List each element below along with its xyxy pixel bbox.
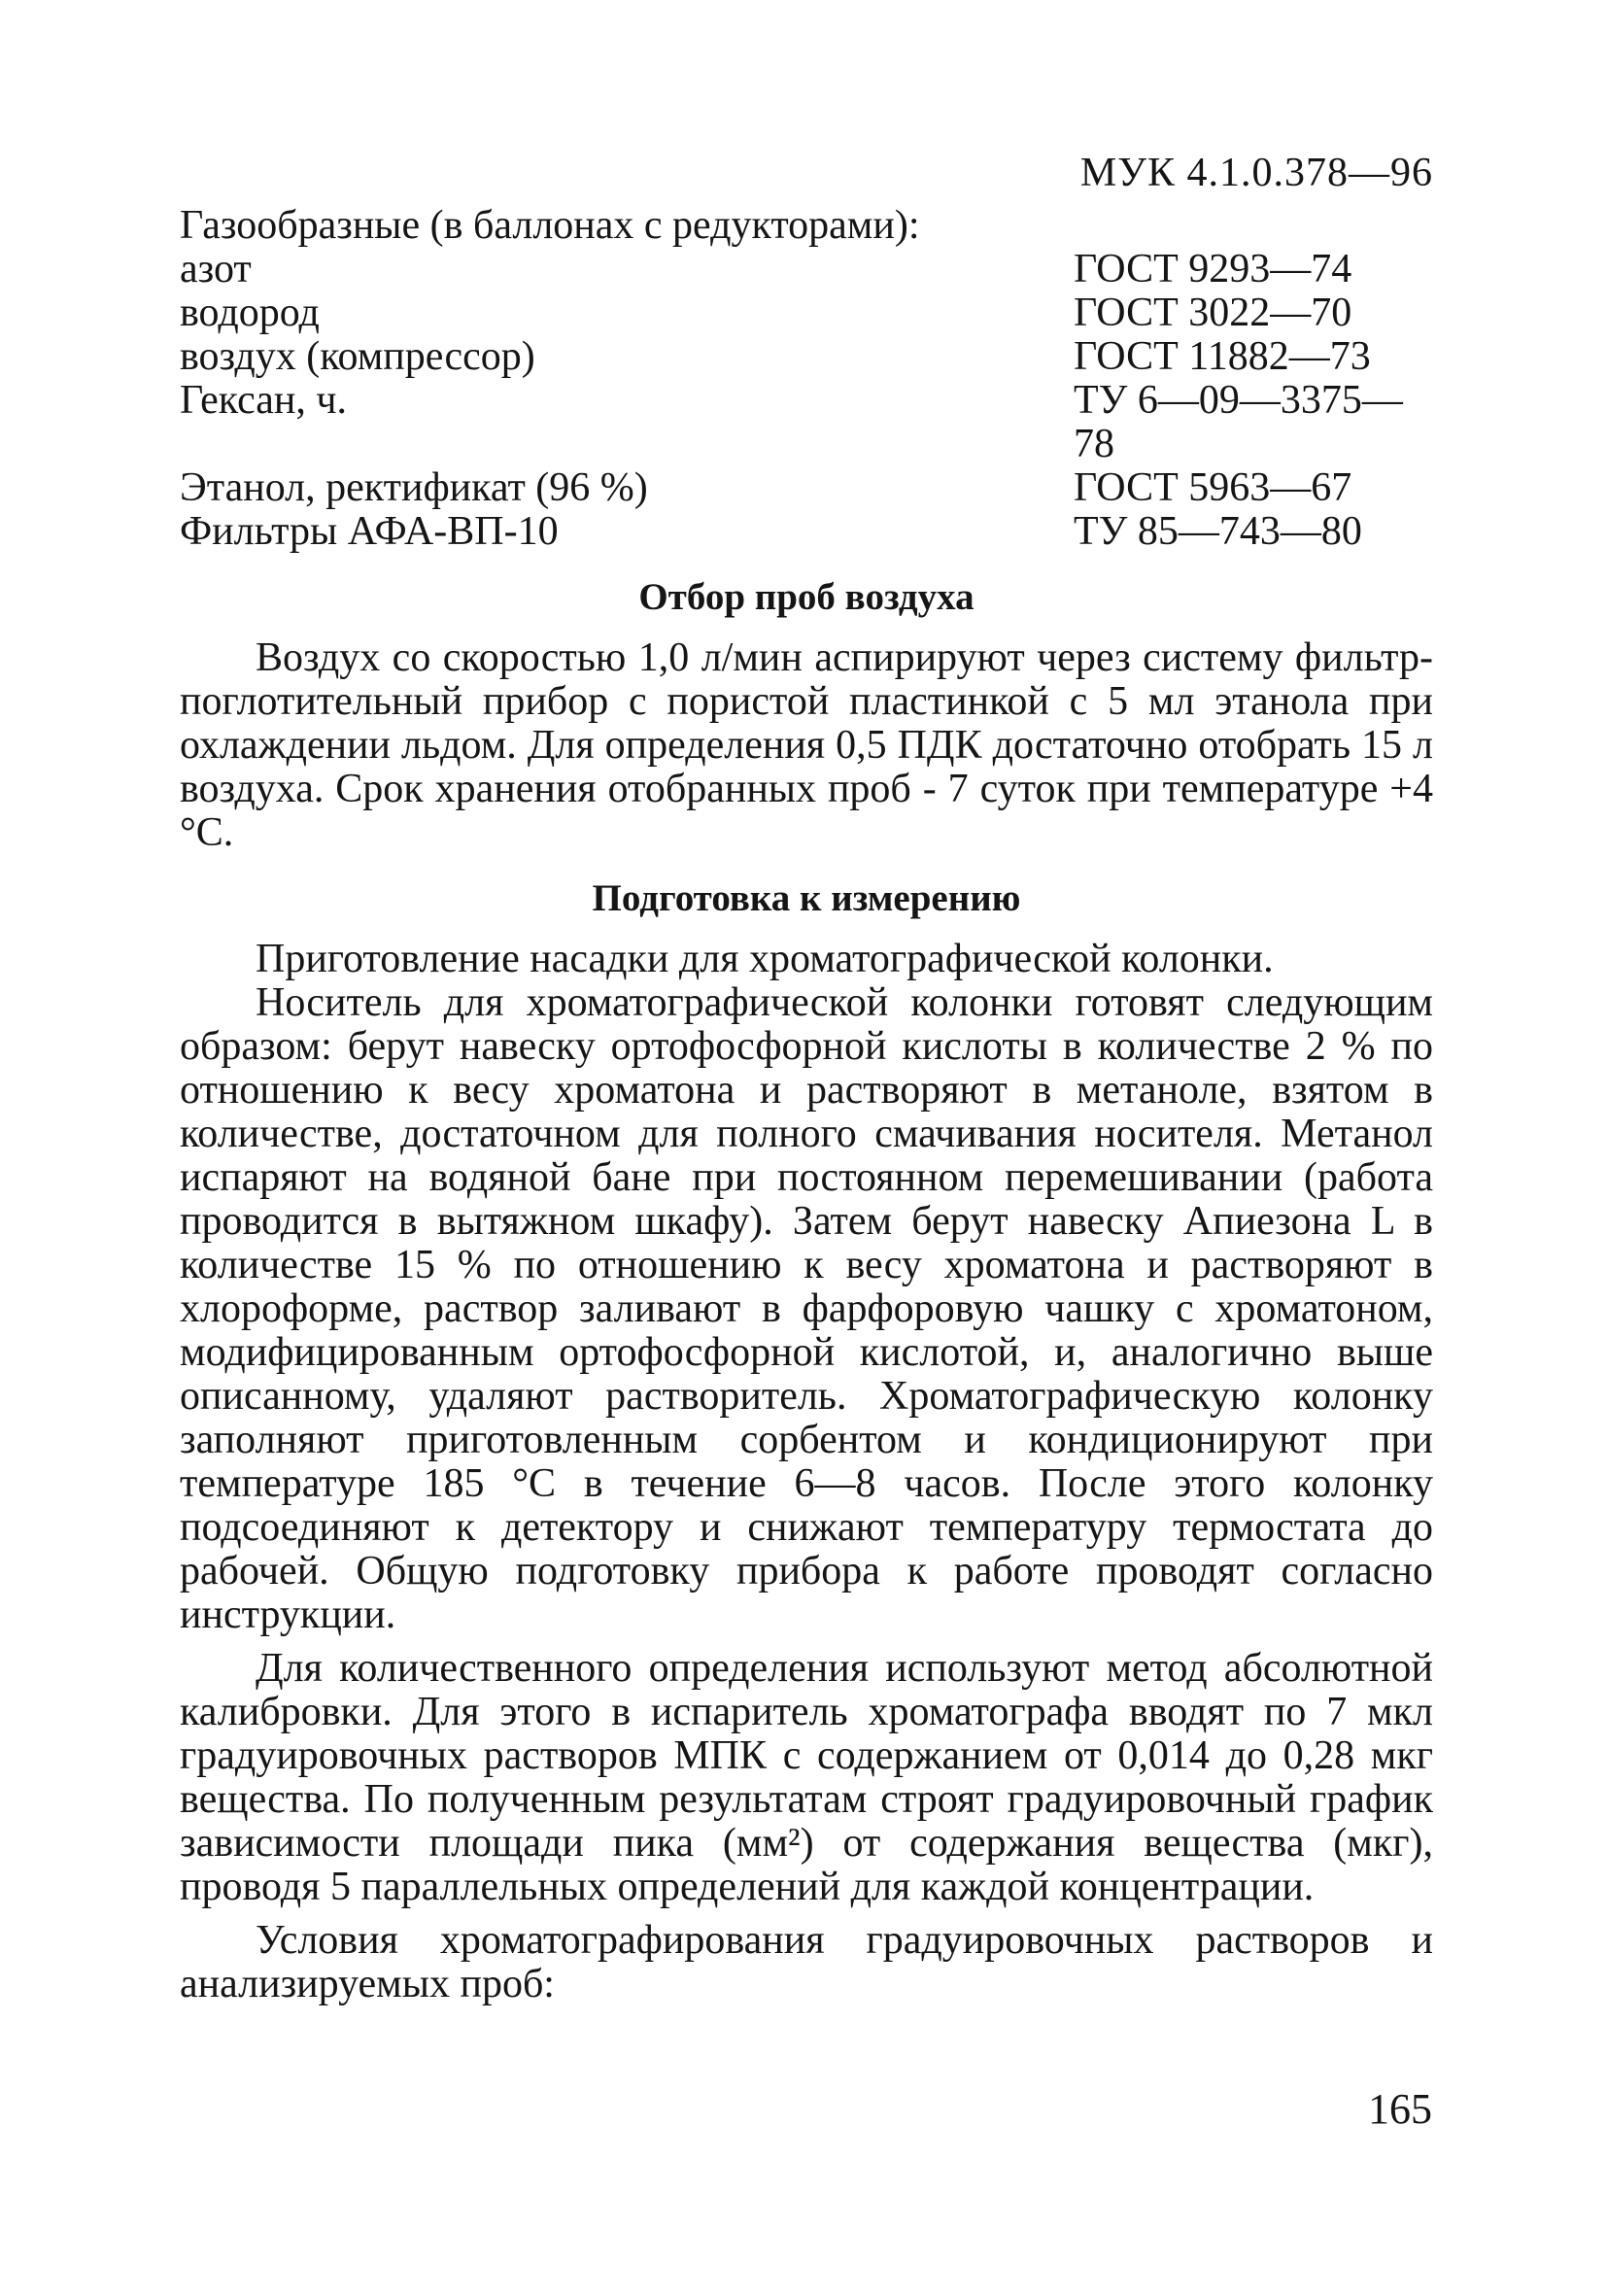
material-standard: ТУ 6—09—3375—78 [1074,378,1403,466]
materials-row [180,466,1433,510]
section-heading-measurement-prep: Подготовка к измерению [592,877,1021,919]
materials-title: Газообразные (в баллонах с редукторами): [180,203,920,248]
materials-row [180,248,1433,291]
page-number: 165 [1368,2085,1432,2133]
document-page [180,146,1433,2016]
paragraph-air-sampling: Воздух со скоростью 1,0 л/мин аспирируют через систему фильтр-поглотительный прибор с пористой пластинкой с 5 мл этанола при охлаждении льдом. Для определения 0,5 ПДК достаточно отобрать 15 л воздуха. Срок хранения отобранных проб - 7 суток при температуре +4 °С. [180,635,1433,855]
materials-row [180,291,1433,335]
materials-row [180,510,1433,554]
material-standard: ТУ 85—743—80 [1074,509,1362,554]
material-name: Гексан, ч. [180,378,347,423]
material-name: воздух (компрессор) [180,334,535,379]
material-standard: ГОСТ 9293—74 [1074,247,1352,291]
materials-row [180,335,1433,379]
paragraph-packing-prep: Приготовление насадки для хроматографической колонки. [256,937,1274,981]
material-standard: ГОСТ 5963—67 [1074,465,1352,510]
material-name: азот [180,247,252,291]
materials-row [180,379,1433,466]
material-name: Этанол, ректификат (96 %) [180,465,648,510]
materials-list [180,248,1433,554]
paragraph-carrier-prep: Носитель для хроматографической колонки готовят следующим образом: берут навеску ортофосфорной кислоты в количестве 2 % по отношению к весу хроматона и растворяют в метаноле, взятом в количестве, достаточном для полного смачивания носителя. Метанол испаряют на водяной бане при постоянном перемешивании (работа проводится в вытяжном шкафу). Затем берут навеску Апиезона L в количестве 15 % по отношению к весу хроматона и растворяют в хлороформе, раствор заливают в фарфоровую чашку с хроматоном, модифицированным ортофосфорной кислотой, и, аналогично выше описанному, удаляют растворитель. Хроматографическую колонку заполняют приготовленным сорбентом и кондиционируют при температуре 185 °С в течение 6—8 часов. После этого колонку подсоединяют к детектору и снижают температуру термостата до рабочей. Общую подготовку прибора к работе проводят согласно инструкции. [180,980,1433,1637]
material-name: Фильтры АФА-ВП-10 [180,509,559,554]
material-standard: ГОСТ 3022—70 [1074,291,1352,335]
material-name: водород [180,291,320,335]
material-standard: ГОСТ 11882—73 [1074,334,1371,379]
document-code: МУК 4.1.0.378—96 [1079,151,1433,195]
paragraph-calibration: Для количественного определения используют метод абсолютной калибровки. Для этого в испаритель хроматографа вводят по 7 мкл градуировочных растворов МПК с содержанием от 0,014 до 0,28 мкг вещества. По полученным результатам строят градуировочный график зависимости площади пика (мм²) от содержания вещества (мкг), проводя 5 параллельных определений для каждой концентрации. [180,1646,1433,1909]
paragraph-conditions-intro: Условия хроматографирования градуировочных растворов и анализируемых проб: [180,1918,1433,2006]
section-heading-air-sampling: Отбор проб воздуха [638,576,974,618]
